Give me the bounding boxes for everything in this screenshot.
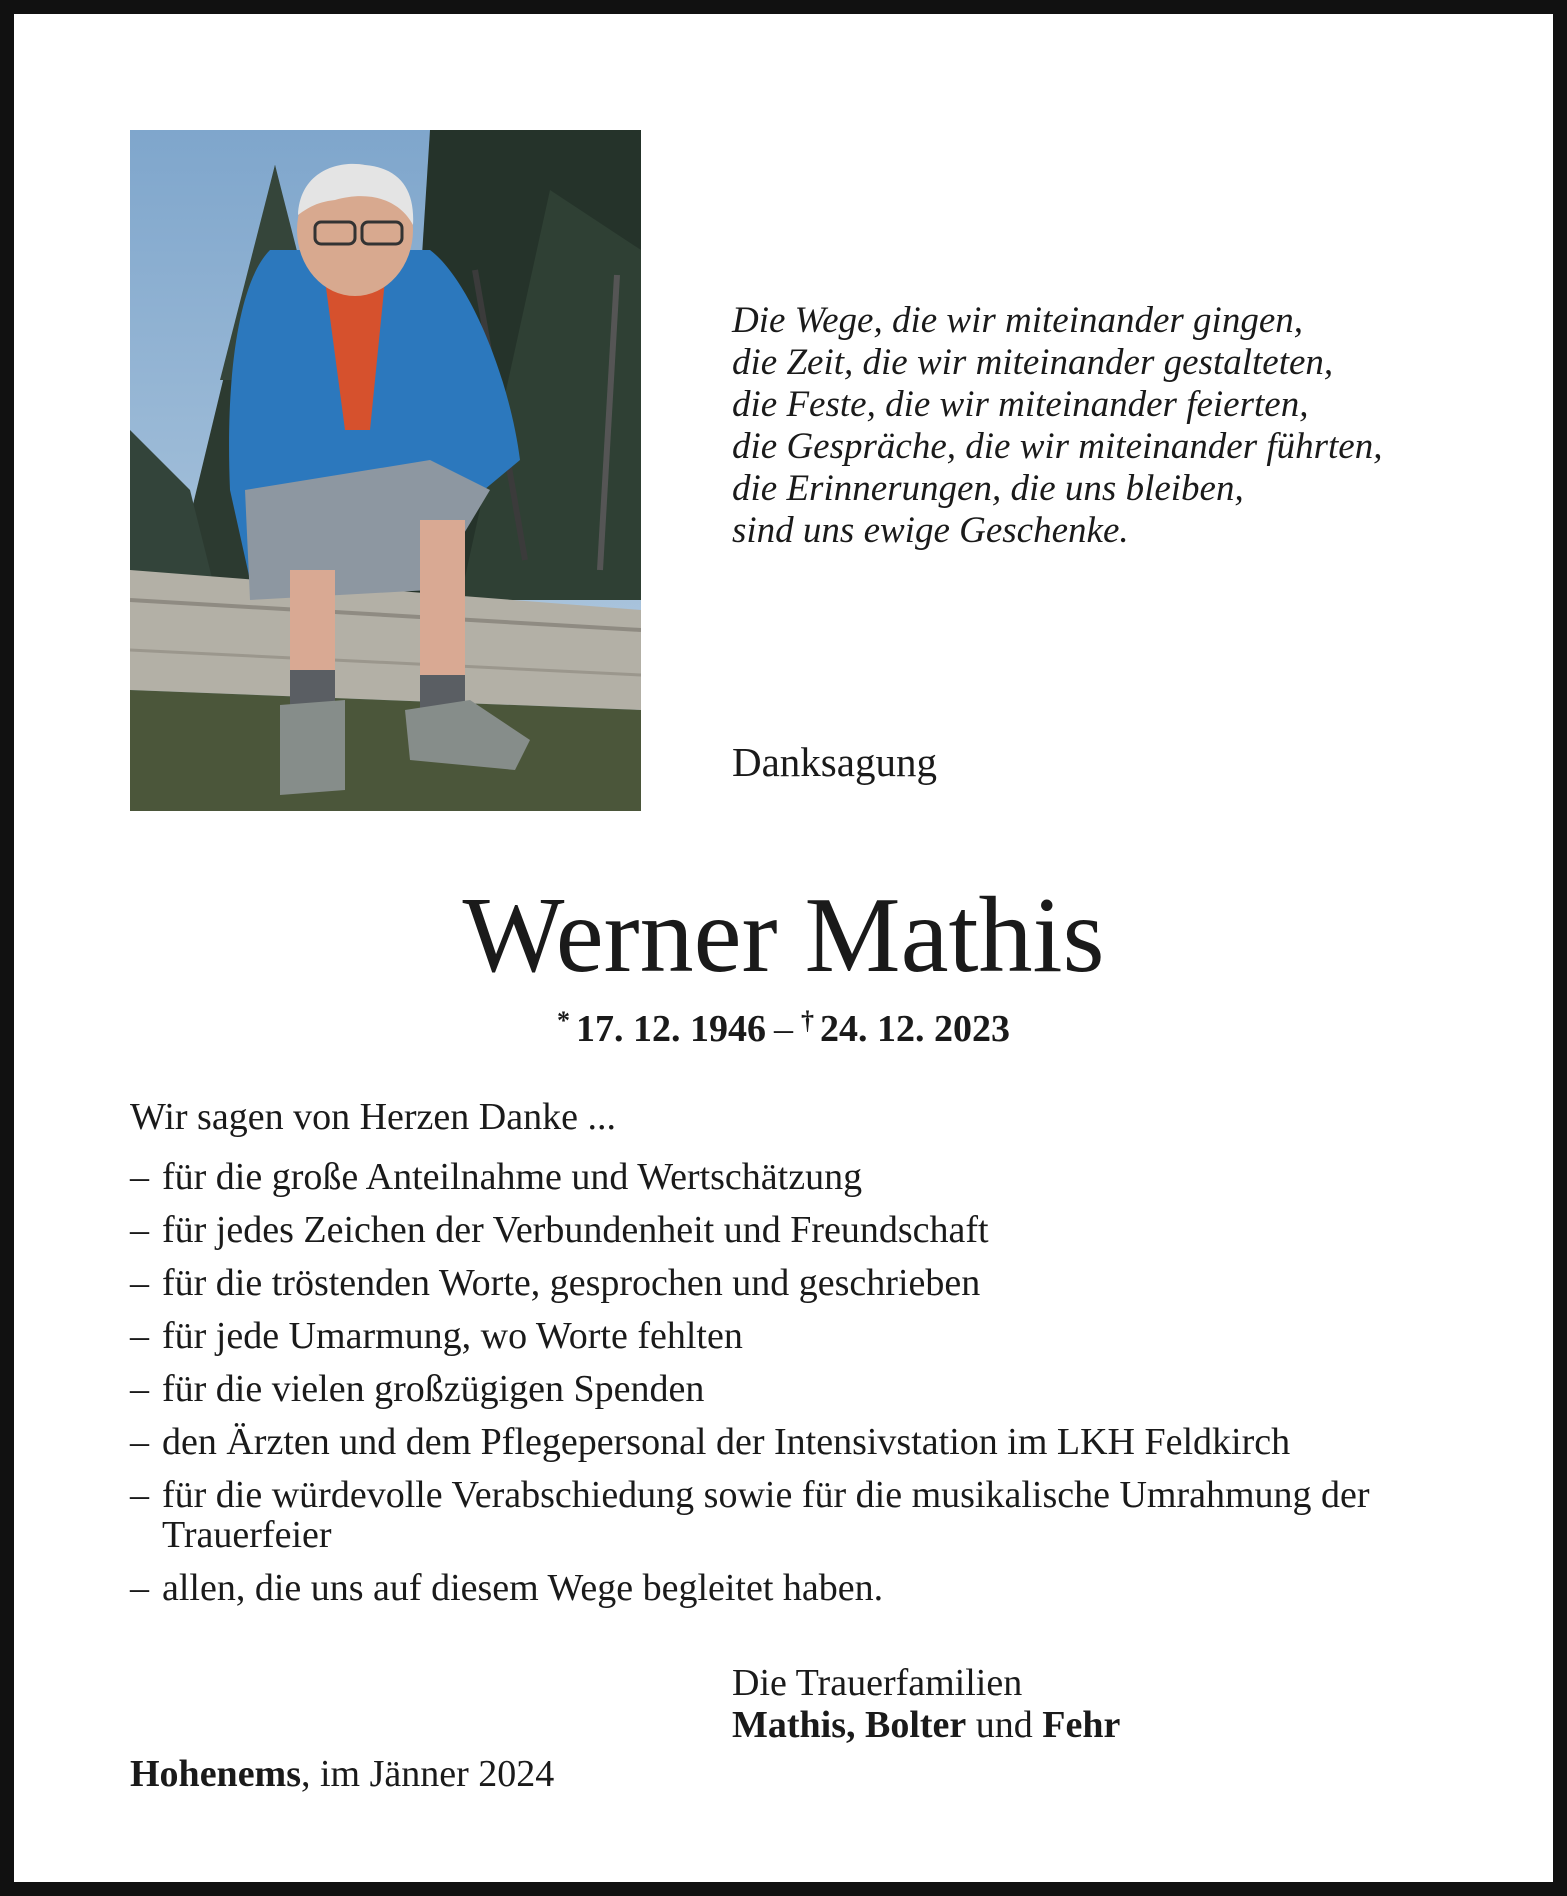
thanks-intro: Wir sagen von Herzen Danke ...: [130, 1096, 616, 1138]
list-item: [130, 1157, 1470, 1197]
death-symbol: †: [801, 1006, 814, 1035]
conjunction: und: [975, 1704, 1033, 1746]
poem-line: die Gespräche, die wir miteinander führten,: [732, 426, 1383, 467]
list-item-text: für die große Anteilnahme und Wertschätzung: [162, 1156, 863, 1198]
thanks-list: [130, 1157, 1470, 1621]
portrait-photo: [130, 130, 641, 811]
list-item: [130, 1475, 1470, 1555]
place-date-line: [130, 1751, 554, 1797]
dash-bullet: –: [130, 1209, 149, 1251]
dash-bullet: –: [130, 1156, 149, 1198]
poem: [732, 300, 1382, 552]
list-item-text: für die tröstenden Worte, gesprochen und geschrieben: [162, 1262, 981, 1304]
date-text: , im Jänner 2024: [301, 1753, 555, 1795]
list-item-text: für die würdevolle Verabschiedung sowie für die musikalische Umrahmung der Trauerfeier: [162, 1474, 1370, 1556]
dash-bullet: –: [130, 1567, 149, 1609]
deceased-name: Werner Mathis: [462, 876, 1105, 995]
list-item: [130, 1263, 1470, 1303]
list-item: [130, 1422, 1470, 1462]
birth-symbol: *: [557, 1006, 570, 1035]
poem-line: sind uns ewige Geschenke.: [732, 510, 1129, 551]
list-item-text: den Ärzten und dem Pflegepersonal der Intensivstation im LKH Feldkirch: [162, 1421, 1291, 1463]
birth-date: 17. 12. 1946: [576, 1008, 766, 1050]
family-name-1: Mathis, Bolter: [732, 1704, 967, 1746]
family-name-2: Fehr: [1042, 1704, 1121, 1746]
list-item-text: allen, die uns auf diesem Wege begleitet haben.: [162, 1567, 884, 1609]
dash-bullet: –: [130, 1315, 149, 1357]
poem-line: die Feste, die wir miteinander feierten,: [732, 384, 1309, 425]
dash-bullet: –: [130, 1262, 149, 1304]
date-separator: –: [774, 1008, 793, 1050]
poem-line: Die Wege, die wir miteinander gingen,: [732, 300, 1304, 341]
family-names: [732, 1704, 1120, 1746]
dash-bullet: –: [130, 1421, 149, 1463]
signature-block: [732, 1662, 1120, 1746]
poem-line: die Erinnerungen, die uns bleiben,: [732, 468, 1244, 509]
list-item-text: für die vielen großzügigen Spenden: [162, 1368, 705, 1410]
poem-line: die Zeit, die wir miteinander gestalteten,: [732, 342, 1334, 383]
list-item-text: für jede Umarmung, wo Worte fehlten: [162, 1315, 743, 1357]
list-item: [130, 1369, 1470, 1409]
list-item: [130, 1316, 1470, 1356]
list-item: [130, 1568, 1470, 1608]
list-item-text: für jedes Zeichen der Verbundenheit und Freundschaft: [162, 1209, 989, 1251]
signature-line: Die Trauerfamilien: [732, 1662, 1023, 1704]
place-name: Hohenems: [130, 1753, 301, 1795]
list-item: [130, 1210, 1470, 1250]
life-dates: [14, 998, 1553, 1052]
section-heading: Danksagung: [732, 739, 937, 785]
dash-bullet: –: [130, 1474, 149, 1516]
dash-bullet: –: [130, 1368, 149, 1410]
death-date: 24. 12. 2023: [820, 1008, 1010, 1050]
